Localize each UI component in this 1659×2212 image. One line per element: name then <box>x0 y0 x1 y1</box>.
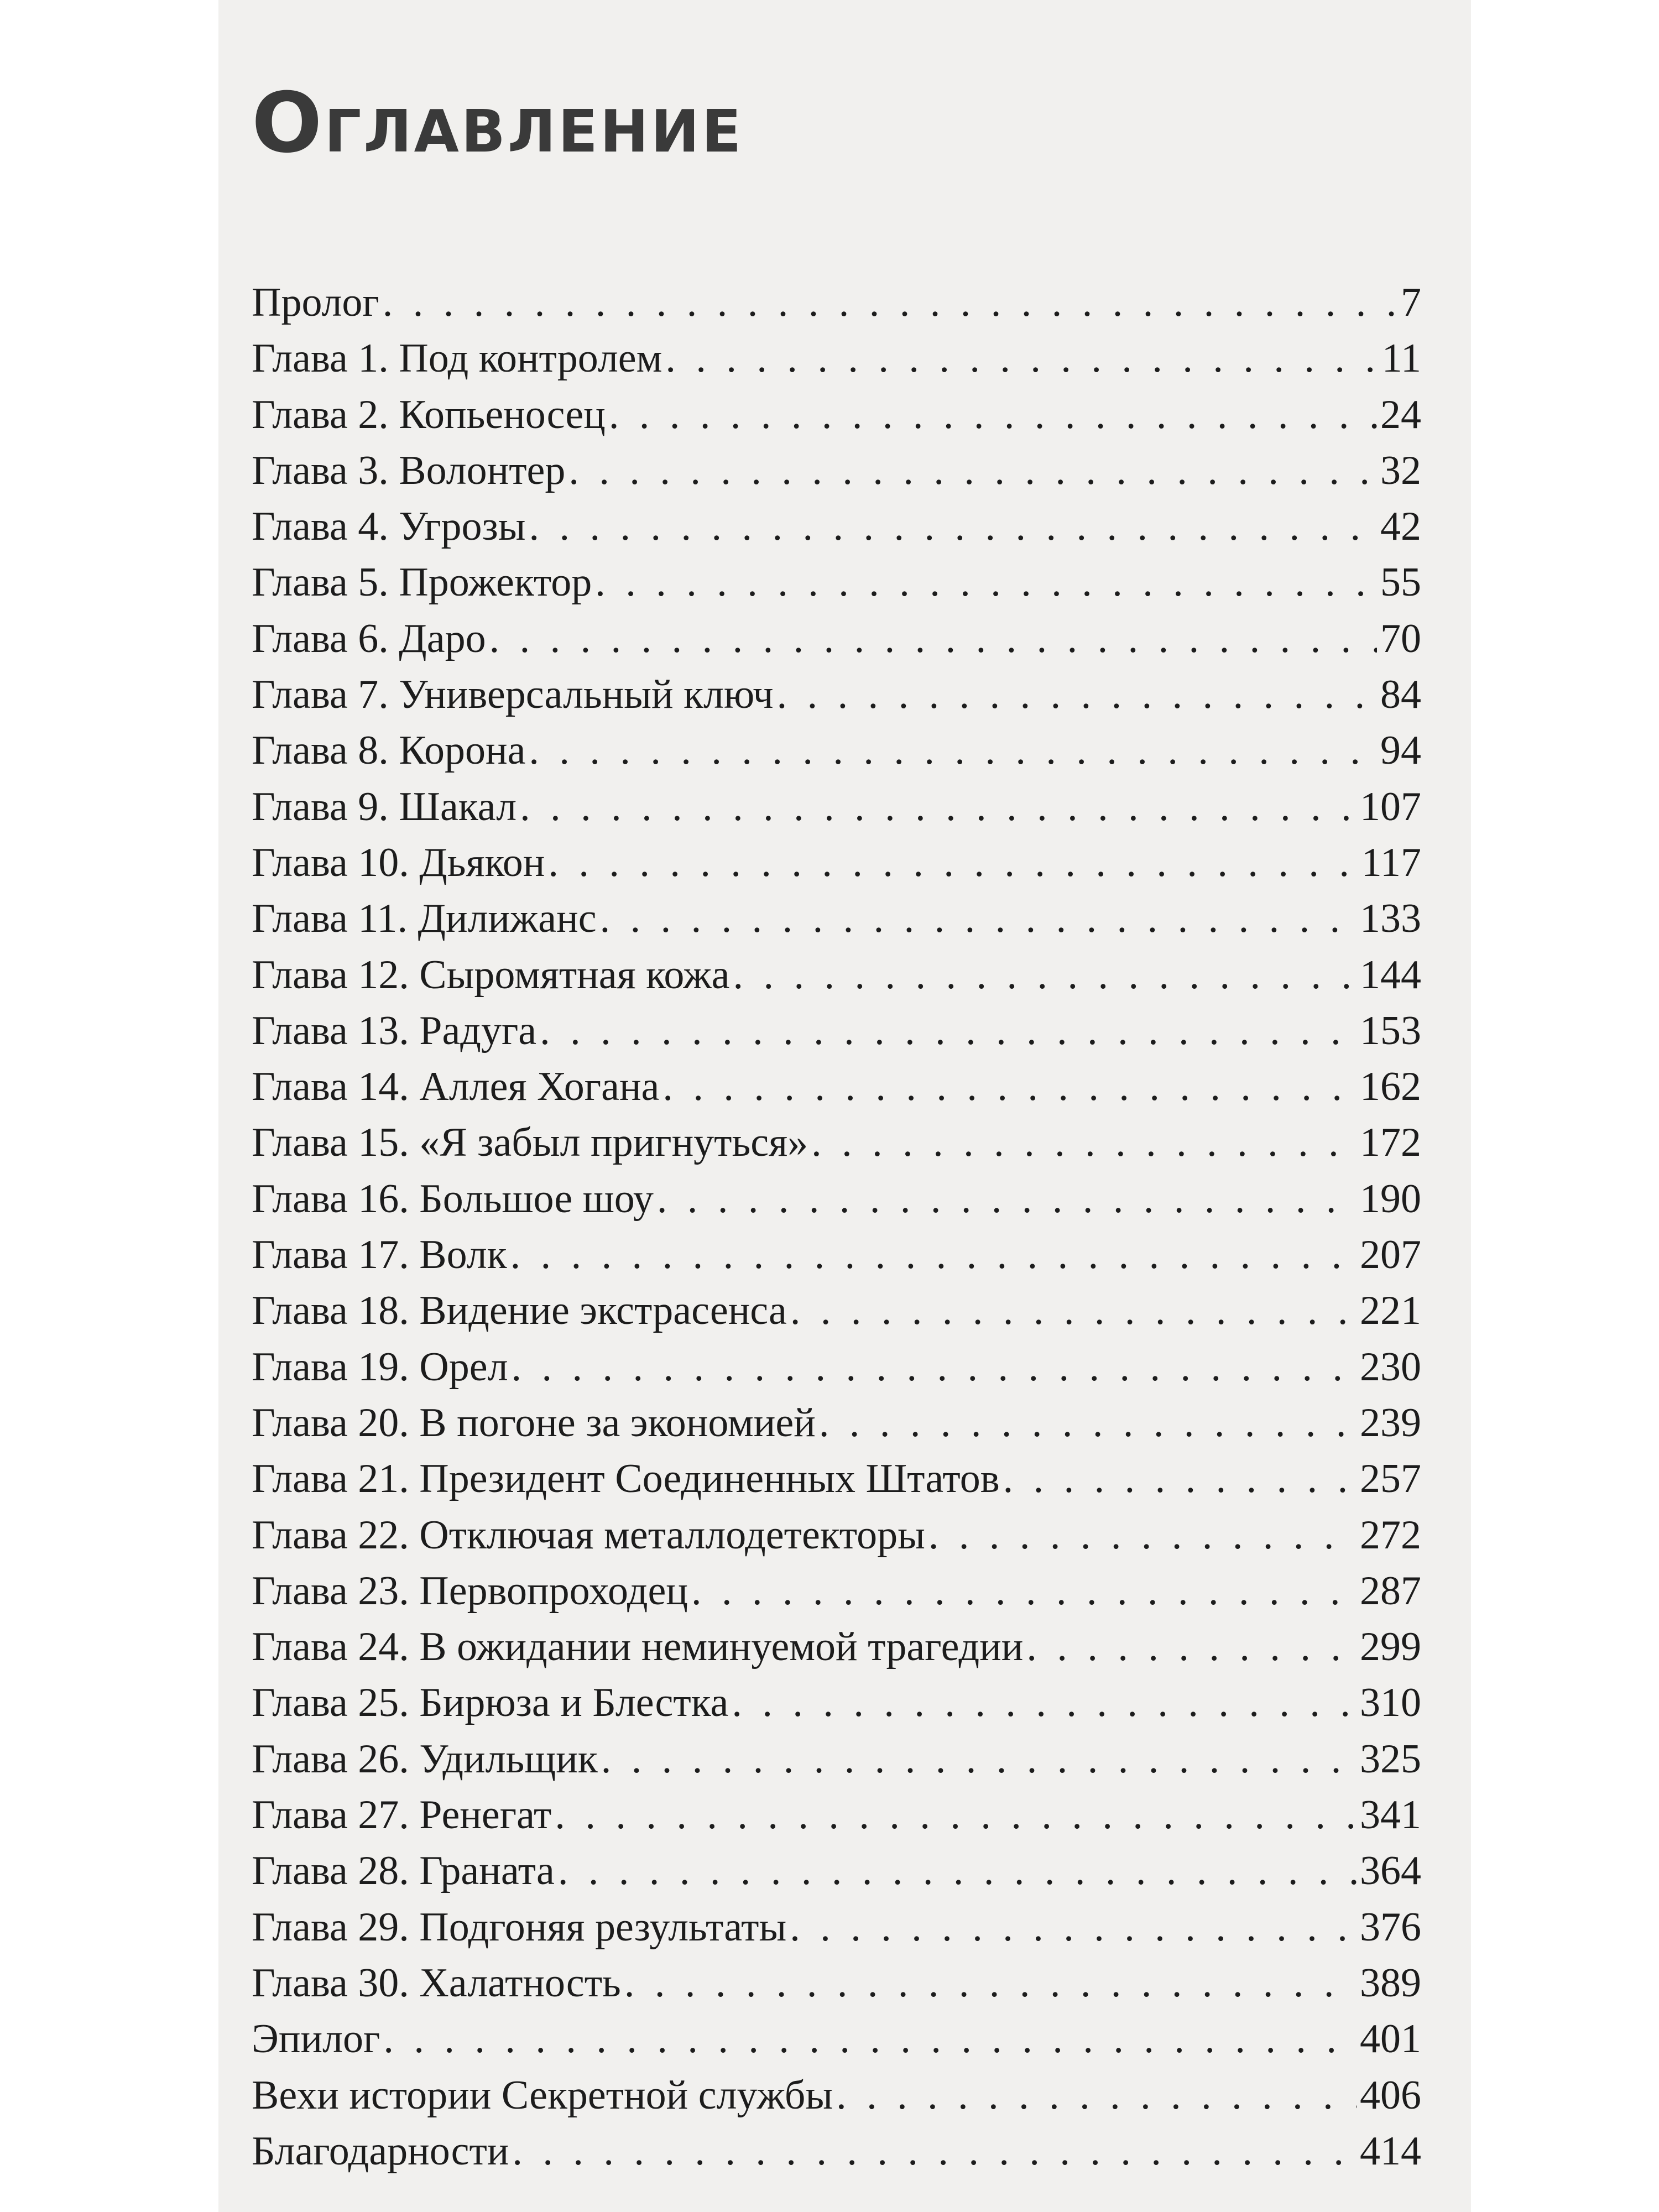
toc-entry-title: Пролог <box>252 280 379 325</box>
toc-entry <box>252 1066 1421 1122</box>
toc-entry <box>252 2072 1421 2131</box>
toc-entry <box>252 1512 1421 1571</box>
toc-entry-page: 55 <box>1380 560 1421 606</box>
toc-entry-title: Эпилог <box>252 2016 380 2062</box>
toc-entry <box>252 1122 1421 1178</box>
toc-leader-dots <box>657 1178 1357 1219</box>
toc-entry-page: 207 <box>1360 1232 1421 1278</box>
toc-entry-title: Глава 17. Волк <box>252 1232 507 1278</box>
toc-entry-page: 376 <box>1360 1904 1421 1950</box>
toc-leader-dots <box>489 618 1377 659</box>
toc-entry-page: 406 <box>1360 2072 1421 2118</box>
toc-leader-dots <box>383 2018 1357 2059</box>
toc-leader-dots <box>548 842 1358 883</box>
toc-entry-title: Глава 30. Халатность <box>252 1960 621 2006</box>
toc-entry <box>252 1010 1421 1066</box>
toc-entry-page: 172 <box>1360 1120 1421 1166</box>
toc-entry <box>252 338 1421 394</box>
toc-entry-title: Глава 1. Под контролем <box>252 336 662 382</box>
toc-leader-dots <box>811 1122 1357 1163</box>
toc-entry-title: Глава 9. Шакал <box>252 784 517 830</box>
toc-entry-title: Глава 8. Корона <box>252 728 526 774</box>
toc-entry <box>252 898 1421 954</box>
toc-leader-dots <box>691 1571 1357 1611</box>
toc-leader-dots <box>601 1739 1357 1780</box>
toc-entry <box>252 562 1421 618</box>
toc-entry-page: 299 <box>1360 1624 1421 1670</box>
toc-entry <box>252 394 1421 450</box>
toc-leader-dots <box>520 786 1357 827</box>
toc-entry-title: Благодарности <box>252 2128 509 2174</box>
page-title: Оглавление <box>252 75 744 171</box>
toc-leader-dots <box>790 1907 1357 1948</box>
toc-entry <box>252 1458 1421 1514</box>
toc-entry-page: 144 <box>1360 952 1421 998</box>
toc-entry-page: 287 <box>1360 1568 1421 1614</box>
toc-entry <box>252 674 1421 730</box>
toc-leader-dots <box>733 954 1357 995</box>
toc-entry-title: Глава 10. Дьякон <box>252 839 545 885</box>
toc-entry-title: Глава 28. Граната <box>252 1848 555 1894</box>
toc-leader-dots <box>836 2075 1357 2116</box>
toc-entry-page: 239 <box>1360 1400 1421 1446</box>
toc-entry-page: 117 <box>1361 839 1421 885</box>
toc-entry-page: 230 <box>1360 1344 1421 1390</box>
toc-entry-page: 94 <box>1380 728 1421 774</box>
toc-entry-page: 221 <box>1360 1288 1421 1334</box>
toc-entry <box>252 1960 1421 2018</box>
toc-entry-page: 153 <box>1360 1008 1421 1053</box>
toc-entry-page: 325 <box>1360 1736 1421 1782</box>
toc-entry <box>252 282 1421 338</box>
toc-entry-page: 257 <box>1360 1456 1421 1502</box>
toc-entry-page: 341 <box>1360 1792 1421 1838</box>
toc-entry-title: Вехи истории Секретной службы <box>252 2072 833 2118</box>
toc-entry <box>252 1850 1421 1906</box>
toc-leader-dots <box>819 1402 1357 1443</box>
toc-entry <box>252 1178 1421 1234</box>
toc-leader-dots <box>662 1066 1357 1107</box>
toc-entry-page: 42 <box>1380 504 1421 550</box>
toc-entry-page: 190 <box>1360 1176 1421 1222</box>
toc-entry-page: 389 <box>1360 1960 1421 2006</box>
toc-leader-dots <box>540 1010 1357 1051</box>
toc-entry <box>252 786 1421 842</box>
table-of-contents <box>252 282 1421 2187</box>
toc-entry-title: Глава 20. В погоне за экономией <box>252 1400 816 1446</box>
toc-entry <box>252 1904 1421 1963</box>
toc-entry-title: Глава 16. Большое шоу <box>252 1176 654 1222</box>
toc-entry <box>252 447 1421 506</box>
toc-entry <box>252 2128 1421 2187</box>
toc-entry <box>252 1568 1421 1626</box>
toc-entry-title: Глава 14. Аллея Хогана <box>252 1064 660 1110</box>
toc-entry-title: Глава 11. Дилижанс <box>252 896 597 942</box>
toc-leader-dots <box>383 282 1397 323</box>
toc-entry-title: Глава 7. Универсальный ключ <box>252 672 774 718</box>
toc-leader-dots <box>928 1515 1357 1556</box>
toc-entry <box>252 839 1421 898</box>
toc-entry <box>252 1736 1421 1794</box>
toc-leader-dots <box>600 898 1357 939</box>
toc-entry-title: Глава 24. В ожидании неминуемой трагедии <box>252 1624 1024 1670</box>
toc-entry-page: 7 <box>1401 280 1421 325</box>
toc-entry-title: Глава 5. Прожектор <box>252 560 592 606</box>
toc-leader-dots <box>665 338 1378 379</box>
toc-entry-page: 364 <box>1360 1848 1421 1894</box>
toc-entry-page: 11 <box>1381 336 1421 382</box>
toc-leader-dots <box>624 1963 1357 2004</box>
toc-entry-title: Глава 21. Президент Соединенных Штатов <box>252 1456 1000 1502</box>
toc-entry-page: 310 <box>1360 1680 1421 1726</box>
toc-leader-dots <box>555 1794 1357 1835</box>
toc-leader-dots <box>568 450 1377 491</box>
toc-entry-title: Глава 2. Копьеносец <box>252 392 606 437</box>
toc-entry <box>252 1682 1421 1738</box>
toc-leader-dots <box>595 562 1377 603</box>
toc-entry-page: 84 <box>1380 672 1421 718</box>
toc-entry-title: Глава 3. Волонтер <box>252 447 566 493</box>
toc-entry <box>252 1344 1421 1402</box>
toc-leader-dots <box>777 674 1377 715</box>
toc-leader-dots <box>512 2131 1357 2172</box>
toc-entry-title: Глава 22. Отключая металлодетекторы <box>252 1512 925 1558</box>
toc-entry-title: Глава 26. Удильщик <box>252 1736 598 1782</box>
toc-entry-title: Глава 23. Первопроходец <box>252 1568 688 1614</box>
toc-entry <box>252 1626 1421 1682</box>
toc-entry-page: 70 <box>1380 615 1421 661</box>
toc-leader-dots <box>1003 1458 1357 1499</box>
toc-entry-page: 414 <box>1360 2128 1421 2174</box>
toc-entry <box>252 2018 1421 2074</box>
toc-entry-title: Глава 4. Угрозы <box>252 504 526 550</box>
toc-leader-dots <box>510 1234 1357 1275</box>
toc-leader-dots <box>529 730 1377 771</box>
toc-leader-dots <box>558 1850 1357 1891</box>
toc-entry-page: 162 <box>1360 1064 1421 1110</box>
toc-entry-page: 272 <box>1360 1512 1421 1558</box>
toc-entry-page: 401 <box>1360 2016 1421 2062</box>
toc-entry <box>252 1234 1421 1290</box>
toc-entry-title: Глава 15. «Я забыл пригнуться» <box>252 1120 808 1166</box>
toc-entry-title: Глава 13. Радуга <box>252 1008 537 1053</box>
toc-entry-title: Глава 18. Видение экстрасенса <box>252 1288 787 1334</box>
toc-entry-title: Глава 12. Сыромятная кожа <box>252 952 730 998</box>
toc-entry-page: 32 <box>1380 447 1421 493</box>
toc-leader-dots <box>790 1290 1357 1331</box>
toc-leader-dots <box>732 1682 1357 1723</box>
toc-leader-dots <box>529 506 1378 547</box>
toc-entry <box>252 954 1421 1010</box>
toc-leader-dots <box>609 394 1377 435</box>
toc-entry <box>252 506 1421 562</box>
toc-entry-page: 107 <box>1360 784 1421 830</box>
toc-entry-title: Глава 19. Орел <box>252 1344 508 1390</box>
toc-entry-title: Глава 6. Даро <box>252 615 486 661</box>
toc-leader-dots <box>1026 1626 1357 1667</box>
toc-leader-dots <box>512 1347 1357 1387</box>
toc-entry <box>252 1290 1421 1346</box>
toc-entry-title: Глава 29. Подгоняя результаты <box>252 1904 787 1950</box>
toc-entry-page: 133 <box>1360 896 1421 942</box>
toc-entry <box>252 730 1421 786</box>
toc-entry-title: Глава 25. Бирюза и Блестка <box>252 1680 729 1726</box>
toc-entry-page: 24 <box>1380 392 1421 437</box>
toc-entry <box>252 1402 1421 1458</box>
toc-entry <box>252 615 1421 674</box>
toc-entry-title: Глава 27. Ренегат <box>252 1792 552 1838</box>
toc-entry <box>252 1794 1421 1850</box>
